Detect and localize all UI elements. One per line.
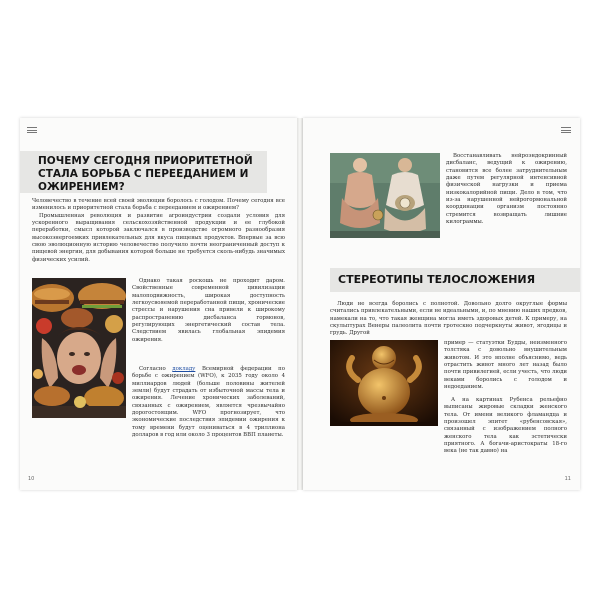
paragraph: Восстанавливать нейроэндокринный дисбаланс, ведущий к ожирению, становится все более затруднительным даже путем регулярной интенсивной физической нагрузки и приема низкокалорийной пищи. Дело в том, что из-за нарушенной нейрогормональной координации организм постоянно стремится возвращать лишние килограммы. xyxy=(446,153,567,226)
buddha-image xyxy=(330,340,438,426)
side-text xyxy=(444,340,567,391)
menu-icon xyxy=(27,127,37,133)
report-text-before: Согласно xyxy=(139,366,166,372)
women-illustration xyxy=(330,153,440,238)
section-heading xyxy=(330,268,580,292)
junk-food-illustration xyxy=(32,278,126,418)
report-text-after: Всемирной федерации по борьбе с ожирением (WFO), к 2035 году около 4 миллиардов людей (больше половины жителей земли) будут страдать от избыточной массы тела и ожирения. Лечение хронических заболеваний, связанных с ожирением, является чрезвычайно дорогостоящим. WFO прогнозирует, что экономические последствия эпидемии ожирения к тому времени будут оцениваться в 4 триллиона долларов в год или около 3 процентов ВВП планеты. xyxy=(132,366,285,439)
women-image xyxy=(330,153,440,238)
heading-text: ПОЧЕМУ СЕГОДНЯ ПРИОРИТЕТНОЙ СТАЛА БОРЬБА С ПЕРЕЕДАНИЕМ И ОЖИРЕНИЕМ? xyxy=(38,155,253,194)
paragraph: Люди не всегда боролись с полнотой. Довольно долго округлые формы считались привлекательными, если не идеальными, и, по мнению наших предков, намекали на то, что такая женщина могла иметь здоровых детей. К примеру, на скульптурах Венеры палеолита почти гротескно подчеркнуты живот, ягодицы и грудь. Другой xyxy=(330,301,567,337)
section-heading xyxy=(20,151,267,193)
top-text xyxy=(446,153,567,226)
intro-text xyxy=(330,301,567,338)
rubens-text xyxy=(444,397,567,456)
page-number: 10 xyxy=(28,476,35,482)
paragraph: пример — статуэтки Будды, неизменного толстяка с довольно внушительным животом. И это вполне объяснимо, ведь отрастить живот много лет назад было почти привилегией, если учесть, что люди веками боролись с голодом и недоеданием. xyxy=(444,340,567,391)
buddha-illustration xyxy=(330,340,438,426)
paragraph: Однако такая роскошь не проходит даром. Свойственные современной цивилизации малоподвижность, широкая доступность легкоусвояемой переработанной пищи, хронические стрессы и нарушения сна привели к широкому распространению дисбаланса гормонов, регулирующих энергетический состав тела. Следствием явилась глобальная эпидемия ожирения. xyxy=(132,278,285,343)
page-number: 11 xyxy=(564,476,571,482)
side-text xyxy=(132,278,285,344)
left-page xyxy=(20,118,297,490)
menu-icon xyxy=(561,127,571,133)
paragraph: А на картинах Рубенса рельефно выписаны жировые складки женского тела. От имени великого фламандца и произошел эпитет «рубенсовская», связанный с изображением полного женского тела как эстетически приятного. А богачи-аристократы 18-го века (не так давно) на xyxy=(444,397,567,455)
paragraph: Человечество в течение всей своей эволюции боролось с голодом. Почему сегодня все изменилось и приоритетной стала борьба с перееданием и ожирением? xyxy=(32,198,285,212)
junk-food-image xyxy=(32,278,126,418)
report-link[interactable]: докладу xyxy=(172,366,196,372)
heading-text: СТЕРЕОТИПЫ ТЕЛОСЛОЖЕНИЯ xyxy=(338,273,536,286)
right-page xyxy=(303,118,580,490)
intro-text xyxy=(32,198,285,264)
report-text-top xyxy=(132,366,285,439)
paragraph: Промышленная революция и развитие агроиндустрии создали условия для ускоренного выращивания сельскохозяйственной продукции и ее глубокой переработки, смысл которой заключался в производстве огромного разнообразия высокоэнергоемких привлекательных для вкуса пищевых продуктов. Впервые за всю свою эволюционную историю человечество получило почти неограниченный доступ к пищевой энергии, для добывания которой больше не требуется сколь-нибудь значимых физических усилий. xyxy=(32,212,285,263)
